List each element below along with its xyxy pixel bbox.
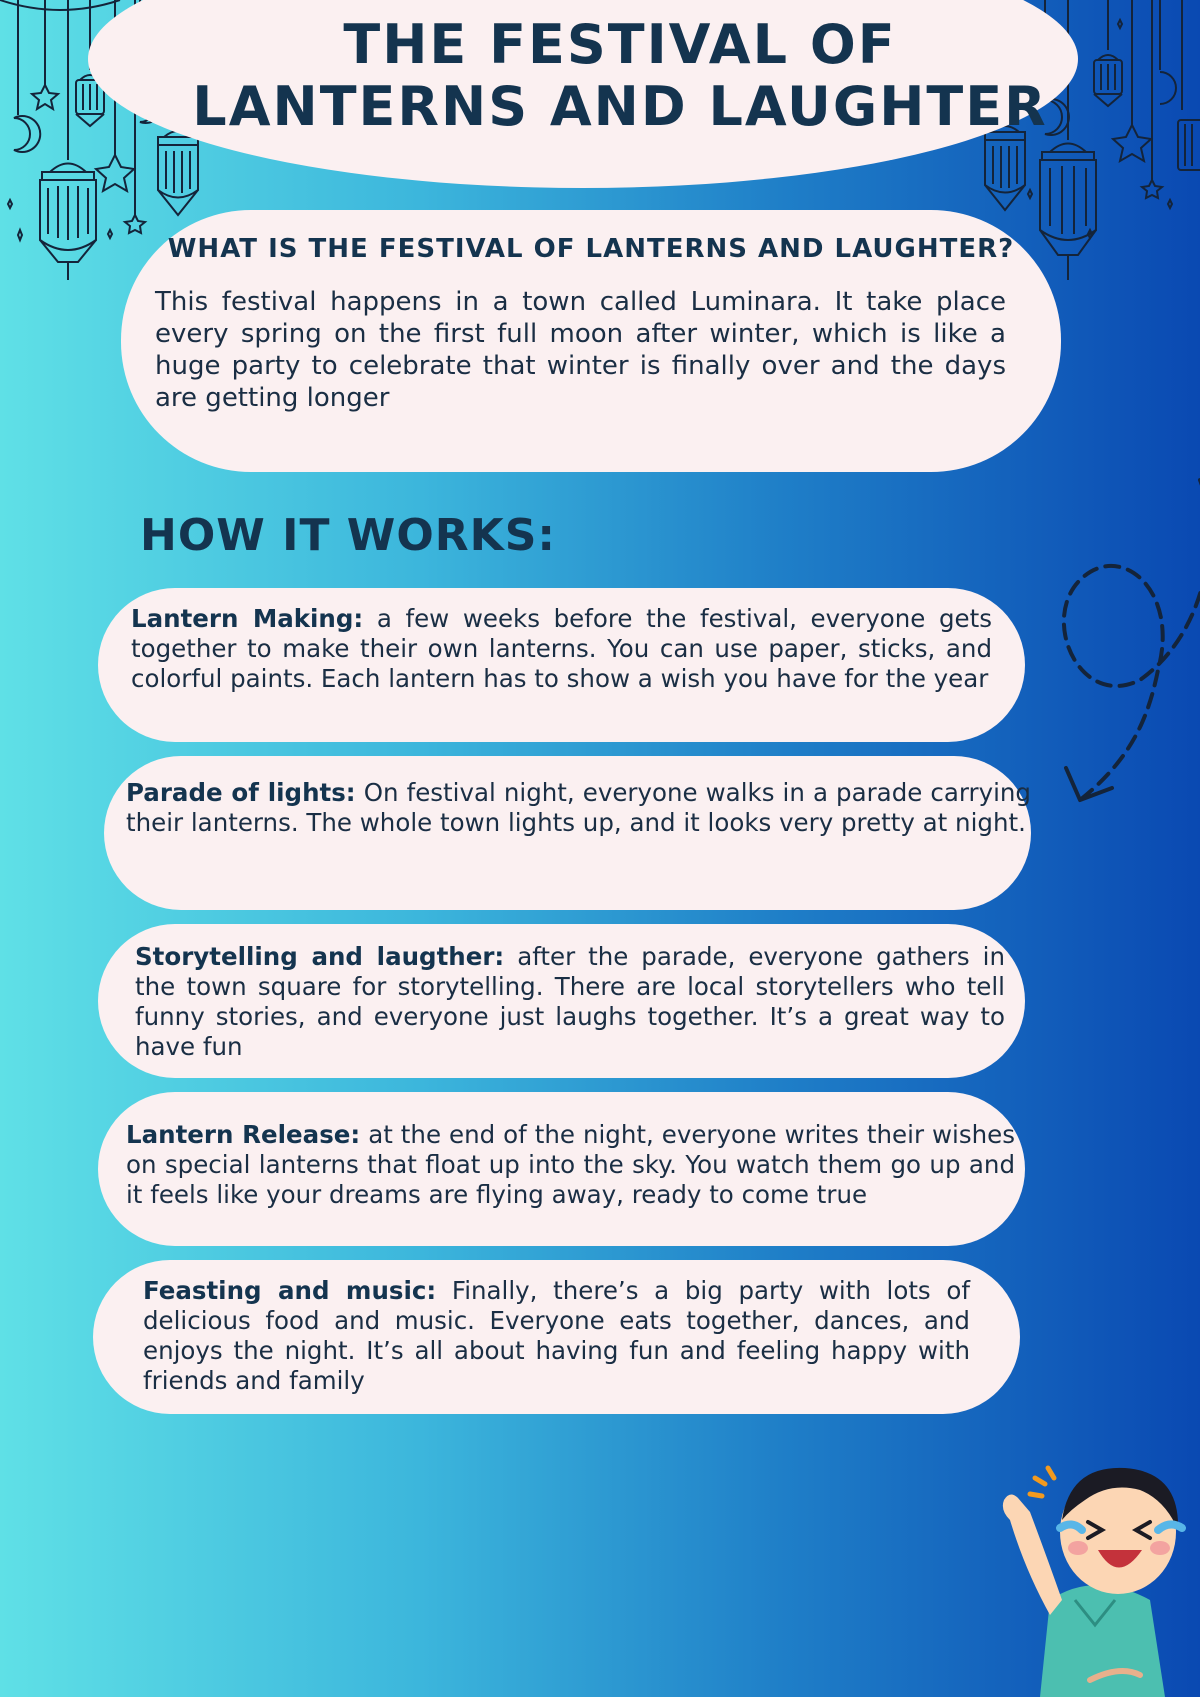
step-card-parade-of-lights [104,756,1031,910]
step-text [135,942,1005,1062]
laughing-boy-icon [990,1450,1200,1697]
step-title: Feasting and music: [143,1276,437,1305]
step-card-lantern-release [98,1092,1025,1246]
step-description: Finally, there’s a big party with lots of delicious food and music. Everyone eats together, dances, and enjoys the night. It’s all about having fun and feeling happy with friends and family [143,1276,970,1395]
page-title: THE FESTIVAL OF LANTERNS AND LAUGHTER [192,13,1048,138]
step-text [131,604,992,694]
intro-heading: WHAT IS THE FESTIVAL OF LANTERNS AND LAUGHTER? [167,234,1015,264]
how-it-works-heading: HOW IT WORKS: [140,510,556,561]
step-title: Storytelling and laugther: [135,942,505,971]
step-text [126,778,1031,838]
step-title: Parade of lights: [126,778,356,807]
dashed-arrow-icon [1040,470,1200,840]
step-description: at the end of the night, everyone writes their wishes on special lanterns that float up into the sky. You watch them go up and it feels like your dreams are flying away, ready to come true [126,1120,1015,1209]
step-description: On festival night, everyone walks in a parade carrying their lanterns. The whole town lights up, and it looks very pretty at night. [126,778,1031,837]
step-description: after the parade, everyone gathers in the town square for storytelling. There are local storytellers who tell funny stories, and everyone just laughs together. It’s a great way to have fun [135,942,1005,1061]
intro-card [121,210,1061,472]
step-card-storytelling [98,924,1025,1078]
step-text [143,1276,970,1396]
step-text [126,1120,1015,1210]
step-title: Lantern Release: [126,1120,361,1149]
step-card-lantern-making [98,588,1025,742]
intro-body: This festival happens in a town called Luminara. It take place every spring on the first full moon after winter, which is like a huge party to celebrate that winter is finally over and the days are getting longer [155,287,1006,413]
step-description: a few weeks before the festival, everyone gets together to make their own lanterns. You can use paper, sticks, and colorful paints. Each lantern has to show a wish you have for the year [131,604,992,693]
step-card-feasting-and-music [93,1260,1020,1414]
step-title: Lantern Making: [131,604,364,633]
